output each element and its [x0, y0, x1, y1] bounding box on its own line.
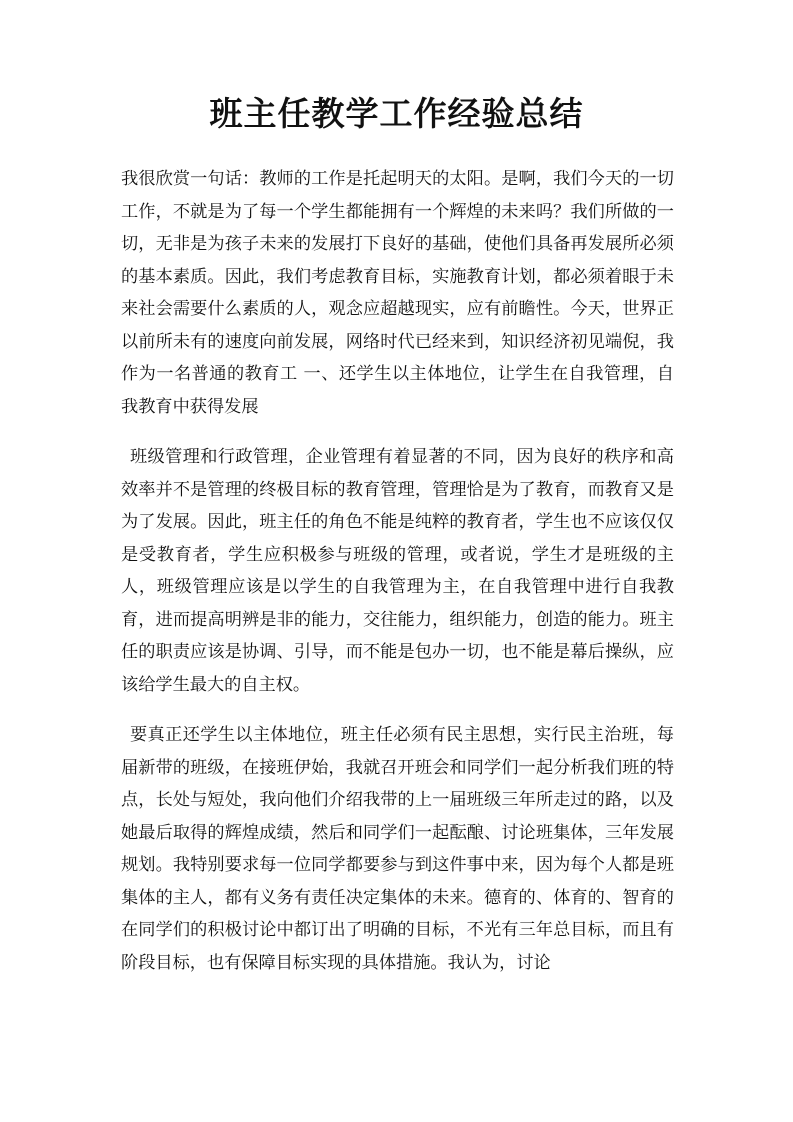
- paragraph-1: 我很欣赏一句话：教师的工作是托起明天的太阳。是啊，我们今天的一切工作，不就是为了每一个学生都能拥有一个辉煌的未来吗？我们所做的一切，无非是为孩子未来的发展打下良好的基础，使他们具备再发展所必须的基本素质。因此，我们考虑教育目标，实施教育计划，都必须着眼于未来社会需要什么素质的人，观念应超越现实，应有前瞻性。今天，世界正以前所未有的速度向前发展，网络时代已经来到，知识经济初见端倪，我作为一名普通的教育工 一、还学生以主体地位，让学生在自我管理，自我教育中获得发展: [121, 169, 674, 417]
- paragraph-2: 班级管理和行政管理，企业管理有着显著的不同，因为良好的秩序和高效率并不是管理的终极目标的教育管理，管理恰是为了教育，而教育又是为了发展。因此，班主任的角色不能是纯粹的教育者，学生也不应该仅仅是受教育者，学生应积极参与班级的管理，或者说，学生才是班级的主人，班级管理应该是以学生的自我管理为主，在自我管理中进行自我教育，进而提高明辨是非的能力，交往能力，组织能力，创造的能力。班主任的职责应该是协调、引导，而不能是包办一切，也不能是幕后操纵，应该给学生最大的自主权。: [121, 447, 674, 695]
- document-title: 班主任教学工作经验总结: [209, 94, 584, 133]
- paragraph-3: 要真正还学生以主体地位，班主任必须有民主思想，实行民主治班，每届新带的班级，在接班伊始，我就召开班会和同学们一起分析我们班的特点，长处与短处，我向他们介绍我带的上一届班级三年所走过的路，以及她最后取得的辉煌成绩，然后和同学们一起酝酿、讨论班集体，三年发展规划。我特别要求每一位同学都要参与到这件事中来，因为每个人都是班集体的主人，都有义务有责任决定集体的未来。德育的、体育的、智育的在同学们的积极讨论中都订出了明确的目标，不光有三年总目标，而且有阶段目标，也有保障目标实现的具体措施。我认为，讨论: [121, 725, 674, 973]
- document-body: [121, 163, 674, 979]
